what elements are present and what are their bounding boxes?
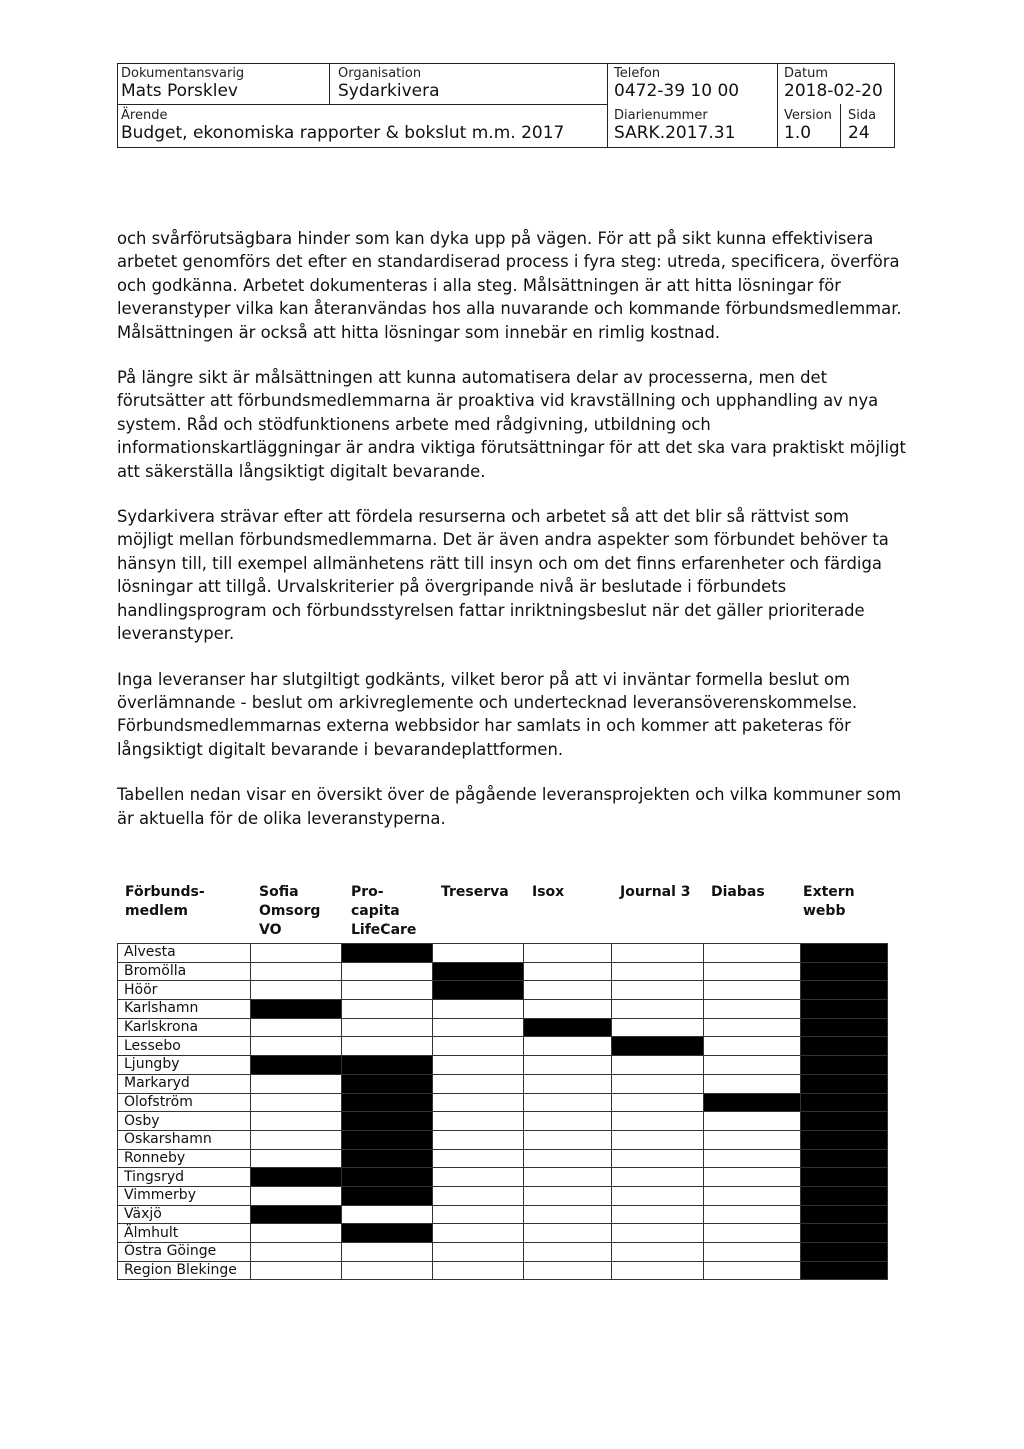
filled-cell <box>801 962 888 981</box>
empty-cell <box>704 1149 801 1168</box>
filled-cell <box>801 944 888 963</box>
column-header: Förbunds- medlem <box>125 884 205 919</box>
empty-cell <box>612 1224 704 1243</box>
empty-cell <box>704 1018 801 1037</box>
filled-cell <box>801 1261 888 1280</box>
empty-cell <box>524 981 612 1000</box>
table-row <box>118 1093 888 1112</box>
empty-cell <box>524 1149 612 1168</box>
column-header: Sofia Omsorg VO <box>259 884 321 938</box>
filled-cell <box>342 1074 433 1093</box>
member-name: Ronneby <box>118 1149 251 1168</box>
header-divider <box>607 64 608 148</box>
organisation-cell <box>338 66 440 101</box>
filled-cell <box>801 1224 888 1243</box>
table-row <box>118 1112 888 1131</box>
empty-cell <box>612 1093 704 1112</box>
empty-cell <box>251 1093 342 1112</box>
empty-cell <box>433 1243 524 1262</box>
table-row <box>118 1130 888 1149</box>
empty-cell <box>612 1261 704 1280</box>
organisation-value: Sydarkivera <box>338 81 440 101</box>
empty-cell <box>704 1224 801 1243</box>
empty-cell <box>612 1018 704 1037</box>
filled-cell <box>801 1112 888 1131</box>
empty-cell <box>433 1261 524 1280</box>
empty-cell <box>524 1037 612 1056</box>
empty-cell <box>433 1186 524 1205</box>
empty-cell <box>433 1168 524 1187</box>
empty-cell <box>612 1168 704 1187</box>
empty-cell <box>704 1112 801 1131</box>
empty-cell <box>524 1074 612 1093</box>
empty-cell <box>612 1205 704 1224</box>
empty-cell <box>524 1056 612 1075</box>
empty-cell <box>524 1112 612 1131</box>
header-divider <box>840 104 841 148</box>
version-cell <box>784 108 832 143</box>
member-name: Bromölla <box>118 962 251 981</box>
filled-cell <box>251 1056 342 1075</box>
empty-cell <box>704 1000 801 1019</box>
filled-cell <box>801 1186 888 1205</box>
empty-cell <box>704 1168 801 1187</box>
empty-cell <box>612 962 704 981</box>
empty-cell <box>342 1261 433 1280</box>
empty-cell <box>612 1000 704 1019</box>
filled-cell <box>704 1093 801 1112</box>
empty-cell <box>251 1130 342 1149</box>
table-row <box>118 962 888 981</box>
owner-value: Mats Porsklev <box>121 81 238 101</box>
column-header: Journal 3 <box>620 884 691 900</box>
version-value: 1.0 <box>784 123 812 143</box>
filled-cell <box>801 1168 888 1187</box>
date-cell <box>784 66 883 101</box>
empty-cell <box>524 1243 612 1262</box>
table-row <box>118 1037 888 1056</box>
empty-cell <box>433 1018 524 1037</box>
empty-cell <box>433 1074 524 1093</box>
filled-cell <box>612 1037 704 1056</box>
filled-cell <box>251 1000 342 1019</box>
empty-cell <box>251 944 342 963</box>
empty-cell <box>612 1112 704 1131</box>
member-name: Lessebo <box>118 1037 251 1056</box>
empty-cell <box>342 1000 433 1019</box>
member-name: Östra Göinge <box>118 1243 251 1262</box>
table-row <box>118 1074 888 1093</box>
member-name: Ljungby <box>118 1056 251 1075</box>
empty-cell <box>251 981 342 1000</box>
empty-cell <box>251 962 342 981</box>
empty-cell <box>433 1112 524 1131</box>
member-name: Osby <box>118 1112 251 1131</box>
empty-cell <box>342 1205 433 1224</box>
column-header: Pro- capita LifeCare <box>351 884 417 938</box>
paragraph: Tabellen nedan visar en översikt över de pågående leveransprojekten och vilka kommuner som är aktuella för de olika leveranstyperna. <box>117 785 902 828</box>
empty-cell <box>251 1261 342 1280</box>
empty-cell <box>704 962 801 981</box>
member-name: Region Blekinge <box>118 1261 251 1280</box>
empty-cell <box>342 981 433 1000</box>
member-name: Karlskrona <box>118 1018 251 1037</box>
filled-cell <box>433 981 524 1000</box>
member-name: Vimmerby <box>118 1186 251 1205</box>
table-body <box>118 944 888 1280</box>
empty-cell <box>704 1243 801 1262</box>
filled-cell <box>801 1037 888 1056</box>
empty-cell <box>612 981 704 1000</box>
filled-cell <box>342 1168 433 1187</box>
member-name: Markaryd <box>118 1074 251 1093</box>
table-row <box>118 944 888 963</box>
empty-cell <box>612 1074 704 1093</box>
table-row <box>118 1186 888 1205</box>
column-header: Treserva <box>441 884 509 900</box>
member-name: Älmhult <box>118 1224 251 1243</box>
body-text <box>117 227 907 852</box>
column-header: Diabas <box>711 884 765 900</box>
table-row <box>118 981 888 1000</box>
member-name: Tingsryd <box>118 1168 251 1187</box>
table-row <box>118 1149 888 1168</box>
filled-cell <box>342 1130 433 1149</box>
table-row <box>118 1168 888 1187</box>
empty-cell <box>342 1243 433 1262</box>
empty-cell <box>433 1000 524 1019</box>
filled-cell <box>251 1205 342 1224</box>
empty-cell <box>704 1261 801 1280</box>
empty-cell <box>251 1037 342 1056</box>
filled-cell <box>801 1149 888 1168</box>
date-value: 2018-02-20 <box>784 81 883 101</box>
empty-cell <box>342 1037 433 1056</box>
empty-cell <box>704 1056 801 1075</box>
empty-cell <box>612 1186 704 1205</box>
empty-cell <box>251 1018 342 1037</box>
empty-cell <box>524 1000 612 1019</box>
empty-cell <box>433 1224 524 1243</box>
filled-cell <box>342 1224 433 1243</box>
empty-cell <box>704 1130 801 1149</box>
table-row <box>118 1056 888 1075</box>
empty-cell <box>524 962 612 981</box>
empty-cell <box>704 944 801 963</box>
filled-cell <box>342 1186 433 1205</box>
filled-cell <box>801 1000 888 1019</box>
empty-cell <box>251 1112 342 1131</box>
filled-cell <box>342 1093 433 1112</box>
filled-cell <box>342 1056 433 1075</box>
empty-cell <box>524 944 612 963</box>
empty-cell <box>524 1186 612 1205</box>
filled-cell <box>801 1093 888 1112</box>
delivery-table <box>117 943 888 1280</box>
empty-cell <box>612 1130 704 1149</box>
table-row <box>118 1018 888 1037</box>
table-row <box>118 1205 888 1224</box>
empty-cell <box>704 1037 801 1056</box>
member-name: Växjö <box>118 1205 251 1224</box>
empty-cell <box>433 1149 524 1168</box>
column-header: Isox <box>532 884 565 900</box>
member-name: Olofström <box>118 1093 251 1112</box>
table-row <box>118 1000 888 1019</box>
member-name: Höör <box>118 981 251 1000</box>
diary-value: SARK.2017.31 <box>614 123 736 143</box>
empty-cell <box>524 1224 612 1243</box>
owner-label: Dokumentansvarig <box>121 66 245 81</box>
case-value: Budget, ekonomiska rapporter & bokslut m.m. 2017 <box>121 123 565 143</box>
date-label: Datum <box>784 66 828 81</box>
empty-cell <box>342 962 433 981</box>
paragraph: Sydarkivera strävar efter att fördela resurserna och arbetet så att det blir så rättvist som möjligt mellan förbundsmedlemmarna. Det är även andra aspekter som förbundet behöver ta hänsyn till, till exempel allmänhetens rätt till insyn och om det finns erfarenheter och färdiga lösningar att tillgå. Urvalskriterier på övergripande nivå är beslutade i förbundets handlingsprogram och förbundsstyrelsen fattar inriktningsbeslut när det gäller prioriterade leveranstyper. <box>117 507 889 644</box>
table-row <box>118 1243 888 1262</box>
filled-cell <box>801 1130 888 1149</box>
filled-cell <box>251 1168 342 1187</box>
member-name: Karlshamn <box>118 1000 251 1019</box>
filled-cell <box>801 1074 888 1093</box>
filled-cell <box>342 1149 433 1168</box>
empty-cell <box>251 1243 342 1262</box>
empty-cell <box>251 1074 342 1093</box>
empty-cell <box>433 1130 524 1149</box>
document-header <box>117 63 895 148</box>
phone-cell <box>614 66 739 101</box>
page-value: 24 <box>848 123 870 143</box>
filled-cell <box>342 1112 433 1131</box>
empty-cell <box>612 1056 704 1075</box>
case-cell <box>121 108 564 143</box>
empty-cell <box>704 1186 801 1205</box>
empty-cell <box>704 981 801 1000</box>
empty-cell <box>612 1243 704 1262</box>
diary-cell <box>614 108 735 143</box>
empty-cell <box>524 1093 612 1112</box>
empty-cell <box>433 1056 524 1075</box>
empty-cell <box>524 1261 612 1280</box>
filled-cell <box>524 1018 612 1037</box>
filled-cell <box>801 1018 888 1037</box>
table-header <box>0 883 1024 943</box>
empty-cell <box>433 1093 524 1112</box>
empty-cell <box>342 1018 433 1037</box>
version-label: Version <box>784 108 832 123</box>
column-header: Extern webb <box>803 884 855 919</box>
page-label: Sida <box>848 108 877 123</box>
paragraph: Inga leveranser har slutgiltigt godkänts, vilket beror på att vi inväntar formella beslut om överlämnande - beslut om arkivreglemente och undertecknad leveransöverenskommelse. Förbundsmedlemmarnas externa webbsidor har samlats in och kommer att paketeras för långsiktigt digitalt bevarande i bevarandeplattformen. <box>117 669 858 759</box>
member-name: Alvesta <box>118 944 251 963</box>
empty-cell <box>251 1186 342 1205</box>
empty-cell <box>251 1224 342 1243</box>
phone-value: 0472-39 10 00 <box>614 81 740 101</box>
paragraph: På längre sikt är målsättningen att kunna automatisera delar av processerna, men det förutsätter att förbundsmedlemmarna är proaktiva vid kravställning och upphandling av nya system. Råd och stödfunktionens arbete med rådgivning, utbildning och informationskartläggningar är andra viktiga förutsättningar för att det ska vara praktiskt möjligt att säkerställa långsiktigt digitalt bevarande. <box>117 368 906 481</box>
page-cell <box>848 108 876 143</box>
case-label: Ärende <box>121 108 168 123</box>
filled-cell <box>801 1056 888 1075</box>
empty-cell <box>524 1130 612 1149</box>
empty-cell <box>433 944 524 963</box>
empty-cell <box>524 1168 612 1187</box>
owner-cell <box>121 66 244 101</box>
empty-cell <box>433 1205 524 1224</box>
table-row <box>118 1224 888 1243</box>
diary-label: Diarienummer <box>614 108 708 123</box>
empty-cell <box>524 1205 612 1224</box>
filled-cell <box>801 1205 888 1224</box>
empty-cell <box>433 1037 524 1056</box>
empty-cell <box>612 1149 704 1168</box>
phone-label: Telefon <box>614 66 661 81</box>
organisation-label: Organisation <box>338 66 422 81</box>
member-name: Oskarshamn <box>118 1130 251 1149</box>
filled-cell <box>433 962 524 981</box>
filled-cell <box>801 1243 888 1262</box>
empty-cell <box>251 1149 342 1168</box>
header-divider <box>329 64 330 104</box>
filled-cell <box>801 981 888 1000</box>
empty-cell <box>612 944 704 963</box>
paragraph: och svårförutsägbara hinder som kan dyka upp på vägen. För att på sikt kunna effektivisera arbetet genomförs det efter en standardiserad process i fyra steg: utreda, specificera, överföra och godkänna. Arbetet dokumenteras i alla steg. Målsättningen är att hitta lösningar för leveranstyper vilka kan återanvändas hos alla nuvarande och kommande förbundsmedlemmar. Målsättningen är också att hitta lösningar som innebär en rimlig kostnad. <box>117 229 902 342</box>
header-divider <box>118 104 607 105</box>
empty-cell <box>704 1074 801 1093</box>
empty-cell <box>704 1205 801 1224</box>
filled-cell <box>342 944 433 963</box>
header-divider <box>777 64 778 148</box>
table-row <box>118 1261 888 1280</box>
